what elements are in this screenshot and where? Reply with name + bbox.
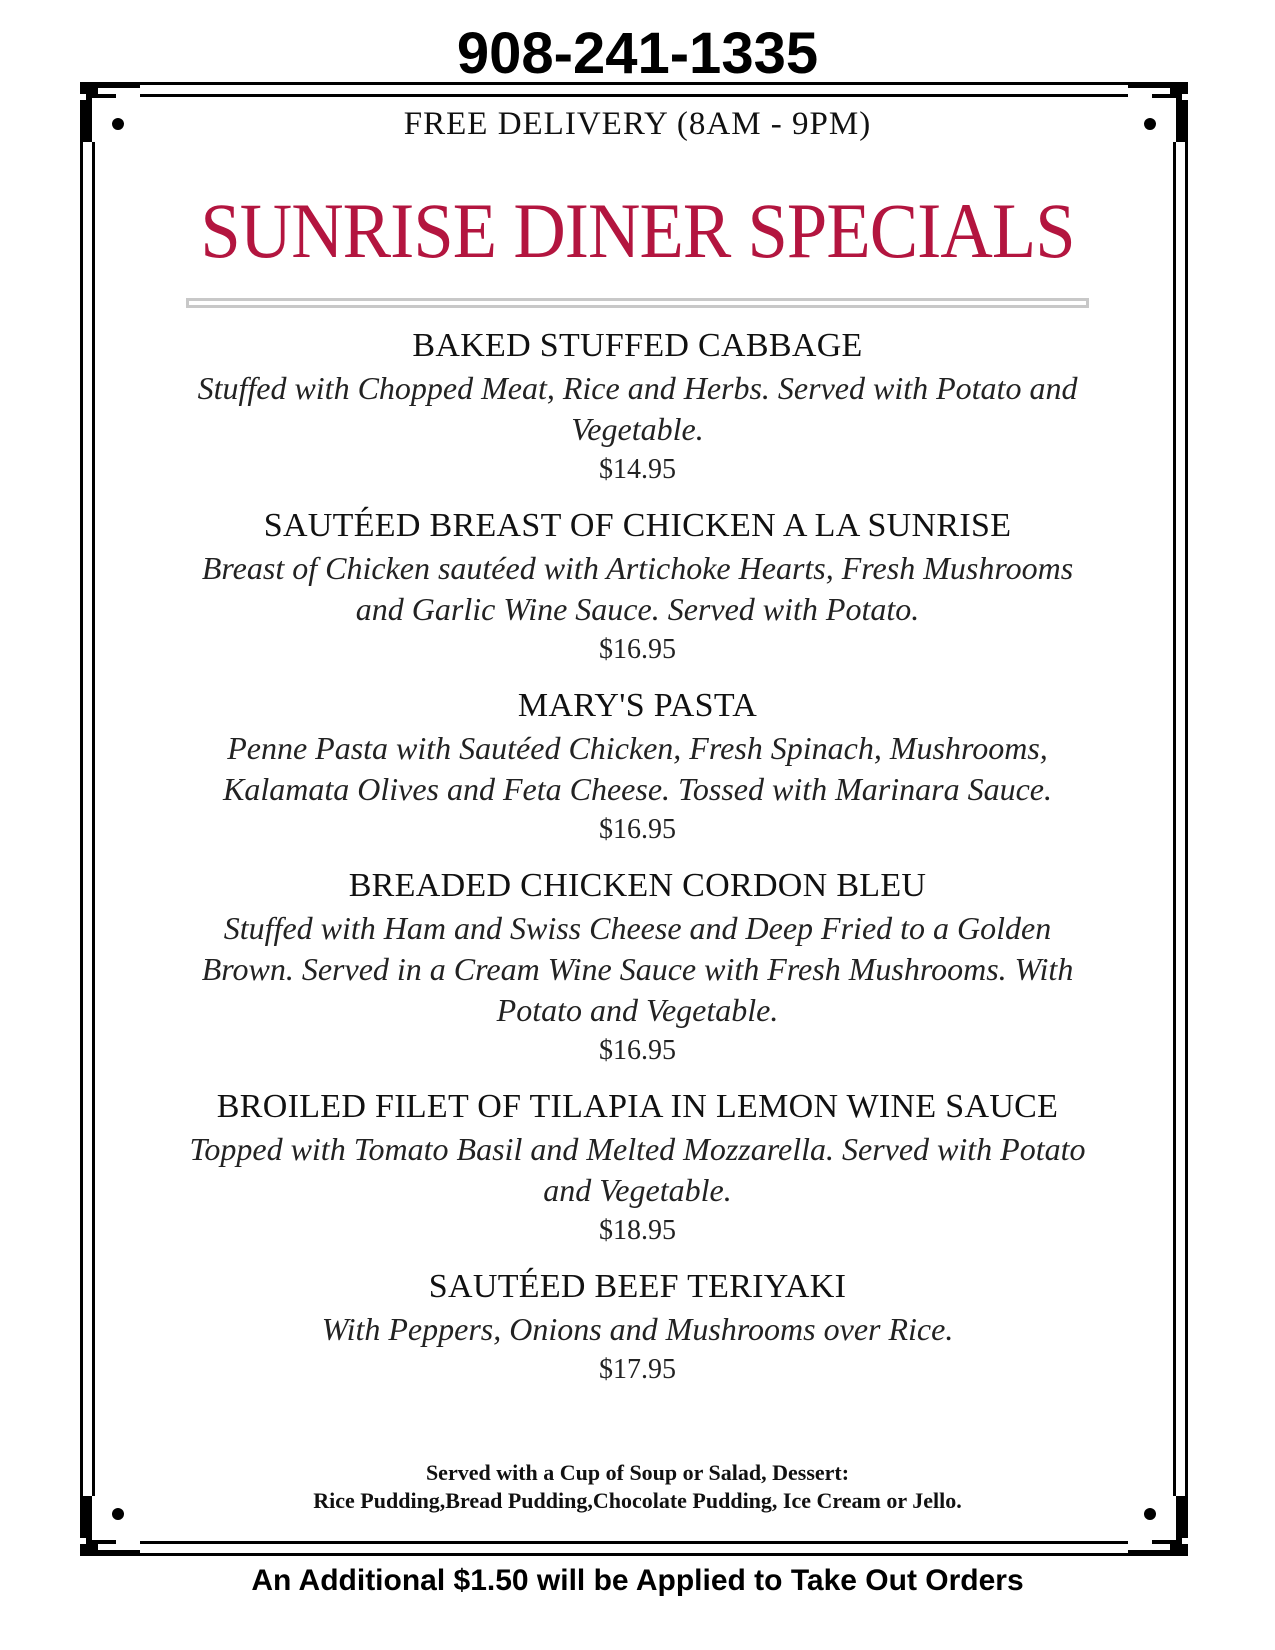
menu-item-price: $14.95 xyxy=(599,454,676,485)
menu-list xyxy=(180,324,1095,1404)
menu-item-description: Stuffed with Ham and Swiss Cheese and Deep Fried to a Golden Brown. Served in a Cream Wine Sauce with Fresh Mushrooms. With Potato and Vegetable. xyxy=(201,910,1074,1028)
menu-item-price: $16.95 xyxy=(599,634,676,665)
menu-item-name: BAKED STUFFED CABBAGE xyxy=(412,327,863,364)
menu-item-price: $16.95 xyxy=(599,1035,676,1066)
delivery-notice: FREE DELIVERY (8AM - 9PM) xyxy=(403,106,872,142)
sides-note-line-2: Rice Pudding,Bread Pudding,Chocolate Pudding, Ice Cream or Jello. xyxy=(313,1488,962,1513)
menu-item-name: SAUTÉED BREAST OF CHICKEN A LA SUNRISE xyxy=(263,507,1012,544)
menu-item-name: BROILED FILET OF TILAPIA IN LEMON WINE SAUCE xyxy=(216,1088,1059,1125)
sides-note xyxy=(180,1459,1095,1515)
menu-item xyxy=(180,684,1095,850)
menu-item xyxy=(180,324,1095,490)
menu-item-description: Stuffed with Chopped Meat, Rice and Herbs. Served with Potato and Vegetable. xyxy=(197,370,1078,447)
phone-number: 908-241-1335 xyxy=(456,21,819,86)
menu-item xyxy=(180,504,1095,670)
menu-item-price: $17.95 xyxy=(599,1354,676,1385)
menu-item-description: Topped with Tomato Basil and Melted Mozzarella. Served with Potato and Vegetable. xyxy=(189,1131,1086,1208)
title-divider xyxy=(186,298,1089,308)
corner-ornament-bottom-right xyxy=(1128,1496,1188,1556)
menu-item-description: With Peppers, Onions and Mushrooms over Rice. xyxy=(321,1311,954,1347)
menu-item-name: MARY'S PASTA xyxy=(517,687,758,724)
menu-item xyxy=(180,864,1095,1071)
menu-item xyxy=(180,1265,1095,1390)
sides-note-line-1: Served with a Cup of Soup or Salad, Dessert: xyxy=(425,1460,850,1485)
menu-item-price: $16.95 xyxy=(599,814,676,845)
menu-item-price: $18.95 xyxy=(599,1215,676,1246)
corner-ornament-bottom-left xyxy=(80,1496,140,1556)
page-title: SUNRISE DINER SPECIALS xyxy=(200,187,1075,274)
menu-item-description: Breast of Chicken sautéed with Artichoke Hearts, Fresh Mushrooms and Garlic Wine Sauce. Served with Potato. xyxy=(201,550,1074,627)
menu-item-name: SAUTÉED BEEF TERIYAKI xyxy=(428,1268,847,1305)
menu-item-description: Penne Pasta with Sautéed Chicken, Fresh Spinach, Mushrooms, Kalamata Olives and Feta Cheese. Tossed with Marinara Sauce. xyxy=(223,730,1052,807)
menu-item-name: BREADED CHICKEN CORDON BLEU xyxy=(348,867,927,904)
take-out-notice: An Additional $1.50 will be Applied to Take Out Orders xyxy=(251,1564,1024,1597)
menu-item xyxy=(180,1085,1095,1251)
